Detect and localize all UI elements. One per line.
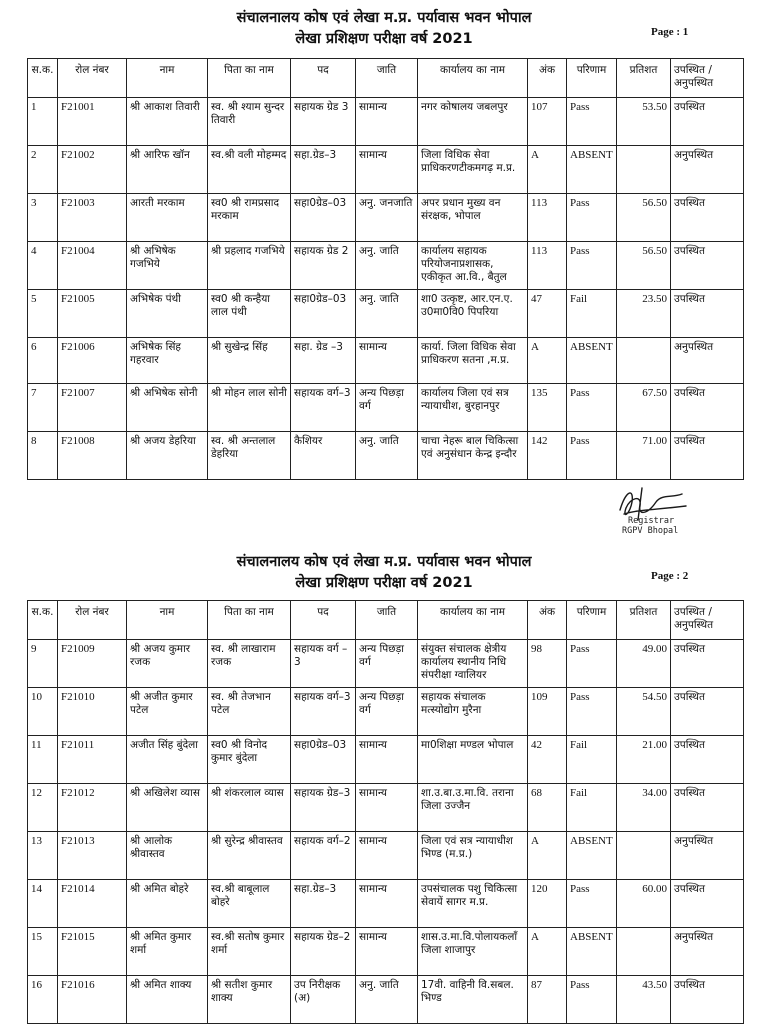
cell-roll: F21012 [58,784,127,832]
cell-marks: 113 [528,242,567,290]
header-office: कार्यालय का नाम [418,59,528,98]
header-roll: रोल नंबर [58,601,127,640]
cell-result: Fail [567,784,617,832]
cell-caste: अनु. जाति [356,976,418,1024]
cell-sno: 2 [28,146,58,194]
cell-marks: 68 [528,784,567,832]
cell-result: Pass [567,688,617,736]
cell-percent: 71.00 [617,432,671,480]
cell-percent [617,338,671,384]
cell-marks: A [528,832,567,880]
table-row [28,928,744,976]
cell-post: सहायक ग्रेड–2 [291,928,356,976]
cell-percent: 53.50 [617,98,671,146]
cell-percent: 23.50 [617,290,671,338]
table-header-row [28,59,744,98]
cell-percent: 67.50 [617,384,671,432]
cell-father: श्री सतीश कुमार शाक्य [208,976,291,1024]
header-name: नाम [127,59,208,98]
cell-office: जिला एवं सत्र न्यायाधीश भिण्ड (म.प्र.) [418,832,528,880]
page1-title: संचालनालय कोष एवं लेखा म.प्र. पर्यावास भवन भोपाल [236,10,532,26]
cell-roll: F21013 [58,832,127,880]
table-row [28,338,744,384]
cell-marks: 109 [528,688,567,736]
cell-post: उप निरीक्षक (अ) [291,976,356,1024]
header-caste: जाति [356,601,418,640]
cell-caste: सामान्य [356,736,418,784]
cell-attendance: उपस्थित [671,242,744,290]
header-marks: अंक [528,59,567,98]
cell-sno: 6 [28,338,58,384]
cell-post: सहा0ग्रेड–03 [291,736,356,784]
cell-name: श्री अखिलेश व्यास [127,784,208,832]
cell-office: संयुक्त संचालक क्षेत्रीय कार्यालय स्थानीय निधि संपरीक्षा ग्वालियर [418,640,528,688]
page2-subtitle: लेखा प्रशिक्षण परीक्षा वर्ष 2021 [295,575,473,591]
cell-result: Pass [567,98,617,146]
cell-attendance: उपस्थित [671,976,744,1024]
cell-office: 17वी. वाहिनी वि.सबल. भिण्ड [418,976,528,1024]
cell-office: सहायक संचालक मत्स्योद्योग मुरैना [418,688,528,736]
cell-marks: 142 [528,432,567,480]
cell-result: Pass [567,242,617,290]
header-roll: रोल नंबर [58,59,127,98]
cell-marks: 107 [528,98,567,146]
cell-result: Pass [567,640,617,688]
cell-office: कार्या. जिला विधिक सेवा प्राधिकरण सतना ,म.प्र. [418,338,528,384]
cell-roll: F21011 [58,736,127,784]
cell-roll: F21004 [58,242,127,290]
cell-father: स्व.श्री सतोष कुमार शर्मा [208,928,291,976]
cell-caste: सामान्य [356,880,418,928]
header-percent: प्रतिशत [617,601,671,640]
cell-percent: 54.50 [617,688,671,736]
cell-caste: सामान्य [356,338,418,384]
cell-percent: 56.50 [617,194,671,242]
cell-father: स्व. श्री तेजभान पटेल [208,688,291,736]
cell-name: श्री आकाश तिवारी [127,98,208,146]
cell-post: सहा0ग्रेड–03 [291,290,356,338]
cell-attendance: उपस्थित [671,290,744,338]
cell-post: सहा. ग्रेड –3 [291,338,356,384]
cell-name: श्री अजय कुमार रजक [127,640,208,688]
table-row [28,432,744,480]
cell-roll: F21007 [58,384,127,432]
cell-sno: 4 [28,242,58,290]
header-attendance: उपस्थित /अनुपस्थित [671,59,744,98]
cell-roll: F21005 [58,290,127,338]
header-post: पद [291,601,356,640]
cell-marks: 47 [528,290,567,338]
cell-percent [617,146,671,194]
cell-father: स्व. श्री लाखाराम रजक [208,640,291,688]
cell-roll: F21014 [58,880,127,928]
cell-attendance: अनुपस्थित [671,832,744,880]
cell-name: श्री अजय डेहरिया [127,432,208,480]
cell-sno: 11 [28,736,58,784]
cell-percent [617,832,671,880]
cell-roll: F21010 [58,688,127,736]
cell-office: शा0 उत्कृष्ट, आर.एन.ए. उ0मा0वि0 पिपरिया [418,290,528,338]
cell-attendance: उपस्थित [671,432,744,480]
cell-caste: सामान्य [356,146,418,194]
cell-sno: 7 [28,384,58,432]
cell-percent: 34.00 [617,784,671,832]
cell-roll: F21003 [58,194,127,242]
header-sno: स.क. [28,601,58,640]
page2-table-body [28,640,744,1024]
cell-result: Fail [567,290,617,338]
page1-number: Page : 1 [651,26,689,38]
cell-attendance: उपस्थित [671,98,744,146]
table-row [28,784,744,832]
page1-table-body [28,98,744,480]
cell-result: ABSENT [567,338,617,384]
cell-post: सहायक ग्रेड 2 [291,242,356,290]
table-header-row [28,601,744,640]
cell-post: सहा.ग्रेड–3 [291,880,356,928]
cell-result: ABSENT [567,928,617,976]
page1-subtitle: लेखा प्रशिक्षण परीक्षा वर्ष 2021 [295,31,473,47]
cell-father: श्री शंकरलाल व्यास [208,784,291,832]
cell-name: श्री अजीत कुमार पटेल [127,688,208,736]
cell-attendance: उपस्थित [671,194,744,242]
table-row [28,688,744,736]
header-post: पद [291,59,356,98]
cell-office: अपर प्रधान मुख्य वन संरक्षक, भोपाल [418,194,528,242]
cell-father: स्व0 श्री कन्हैया लाल पंथी [208,290,291,338]
table-row [28,146,744,194]
table-row [28,290,744,338]
signature-designation: Registrar [628,516,675,526]
cell-caste: अन्य पिछड़ा वर्ग [356,384,418,432]
cell-marks: 113 [528,194,567,242]
cell-sno: 10 [28,688,58,736]
cell-percent: 43.50 [617,976,671,1024]
cell-percent: 49.00 [617,640,671,688]
cell-marks: 120 [528,880,567,928]
page2-title: संचालनालय कोष एवं लेखा म.प्र. पर्यावास भवन भोपाल [236,554,532,570]
cell-marks: 135 [528,384,567,432]
cell-result: Fail [567,736,617,784]
cell-post: सहायक वर्ग–3 [291,688,356,736]
cell-office: नगर कोषालय जबलपुर [418,98,528,146]
cell-caste: सामान्य [356,784,418,832]
cell-roll: F21009 [58,640,127,688]
table-row [28,832,744,880]
cell-caste: सामान्य [356,928,418,976]
cell-attendance: उपस्थित [671,784,744,832]
cell-result: ABSENT [567,146,617,194]
cell-sno: 15 [28,928,58,976]
cell-post: कैशियर [291,432,356,480]
cell-name: श्री आलोक श्रीवास्तव [127,832,208,880]
cell-name: अजीत सिंह बुंदेला [127,736,208,784]
cell-post: सहायक ग्रेड–3 [291,784,356,832]
page1-results-table [27,58,744,480]
header-caste: जाति [356,59,418,98]
cell-office: उपसंचालक पशु चिकित्सा सेवायें सागर म.प्र. [418,880,528,928]
cell-marks: 87 [528,976,567,1024]
cell-name: श्री आरिफ खॉन [127,146,208,194]
cell-marks: 42 [528,736,567,784]
cell-caste: अन्य पिछड़ा वर्ग [356,688,418,736]
cell-caste: सामान्य [356,832,418,880]
page2-number: Page : 2 [651,570,689,582]
header-father: पिता का नाम [208,59,291,98]
cell-sno: 9 [28,640,58,688]
cell-caste: अनु. जनजाति [356,194,418,242]
cell-sno: 5 [28,290,58,338]
cell-attendance: उपस्थित [671,384,744,432]
cell-office: शास.उ.मा.वि.पोलायकलाँ जिला शाजापुर [418,928,528,976]
cell-marks: 98 [528,640,567,688]
cell-attendance: उपस्थित [671,736,744,784]
header-result: परिणाम [567,59,617,98]
cell-result: Pass [567,384,617,432]
table-row [28,880,744,928]
cell-father: स्व.श्री वली मोहम्मद [208,146,291,194]
cell-marks: A [528,928,567,976]
cell-post: सहायक वर्ग–2 [291,832,356,880]
cell-father: श्री मोहन लाल सोनी [208,384,291,432]
header-name: नाम [127,601,208,640]
table-row [28,384,744,432]
header-sno: स.क. [28,59,58,98]
cell-name: अभिषेक पंथी [127,290,208,338]
table-row [28,976,744,1024]
cell-sno: 14 [28,880,58,928]
cell-sno: 12 [28,784,58,832]
header-office: कार्यालय का नाम [418,601,528,640]
cell-attendance: उपस्थित [671,640,744,688]
table-row [28,194,744,242]
header-result: परिणाम [567,601,617,640]
cell-roll: F21002 [58,146,127,194]
cell-roll: F21008 [58,432,127,480]
cell-post: सहा0ग्रेड–03 [291,194,356,242]
header-marks: अंक [528,601,567,640]
signature-institution: RGPV Bhopal [622,526,679,536]
cell-roll: F21016 [58,976,127,1024]
cell-caste: सामान्य [356,98,418,146]
cell-caste: अनु. जाति [356,290,418,338]
cell-marks: A [528,146,567,194]
cell-caste: अनु. जाति [356,242,418,290]
cell-father: श्री सुखेन्द्र सिंह [208,338,291,384]
table-row [28,242,744,290]
cell-post: सहायक वर्ग –3 [291,640,356,688]
cell-roll: F21006 [58,338,127,384]
header-percent: प्रतिशत [617,59,671,98]
cell-name: श्री अभिषेक सोनी [127,384,208,432]
cell-caste: अनु. जाति [356,432,418,480]
cell-attendance: अनुपस्थित [671,338,744,384]
cell-father: श्री प्रहलाद गजभिये [208,242,291,290]
cell-percent: 60.00 [617,880,671,928]
cell-father: स्व0 श्री विनोद कुमार बुंदेला [208,736,291,784]
cell-office: जिला विधिक सेवा प्राधिकरणटीकमगढ़ म.प्र. [418,146,528,194]
cell-result: ABSENT [567,832,617,880]
cell-father: स्व. श्री श्याम सुन्दर तिवारी [208,98,291,146]
cell-post: सहायक ग्रेड 3 [291,98,356,146]
cell-caste: अन्य पिछड़ा वर्ग [356,640,418,688]
cell-attendance: उपस्थित [671,880,744,928]
cell-result: Pass [567,880,617,928]
cell-post: सहायक वर्ग–3 [291,384,356,432]
cell-name: श्री अमित कुमार शर्मा [127,928,208,976]
cell-post: सहा.ग्रेड–3 [291,146,356,194]
cell-sno: 1 [28,98,58,146]
cell-sno: 13 [28,832,58,880]
cell-marks: A [528,338,567,384]
cell-attendance: अनुपस्थित [671,146,744,194]
table-row [28,736,744,784]
cell-name: श्री अभिषेक गजभिये [127,242,208,290]
cell-father: स्व.श्री बाबूलाल बोहरे [208,880,291,928]
cell-attendance: अनुपस्थित [671,928,744,976]
cell-father: स्व. श्री अन्तलाल डेहरिया [208,432,291,480]
cell-sno: 8 [28,432,58,480]
cell-name: अभिषेक सिंह गहरवार [127,338,208,384]
header-attendance: उपस्थित /अनुपस्थित [671,601,744,640]
cell-roll: F21015 [58,928,127,976]
cell-name: श्री अमित बोहरे [127,880,208,928]
cell-name: श्री अमित शाक्य [127,976,208,1024]
cell-sno: 3 [28,194,58,242]
cell-name: आरती मरकाम [127,194,208,242]
cell-office: कार्यालय सहायक परियोजनाप्रशासक, एकीकृत आ.वि., बैतुल [418,242,528,290]
cell-roll: F21001 [58,98,127,146]
cell-result: Pass [567,194,617,242]
cell-father: स्व0 श्री रामप्रसाद मरकाम [208,194,291,242]
cell-result: Pass [567,432,617,480]
table-row [28,98,744,146]
cell-office: चाचा नेहरू बाल चिकित्सा एवं अनुसंधान केन्द्र इन्दौर [418,432,528,480]
cell-percent: 21.00 [617,736,671,784]
cell-percent [617,928,671,976]
cell-percent: 56.50 [617,242,671,290]
cell-sno: 16 [28,976,58,1024]
table-row [28,640,744,688]
cell-office: मा0शिक्षा मण्डल भोपाल [418,736,528,784]
cell-office: शा.उ.बा.उ.मा.वि. तराना जिला उज्जैन [418,784,528,832]
cell-office: कार्यालय जिला एवं सत्र न्यायाधीश, बुरहानपुर [418,384,528,432]
cell-father: श्री सुरेन्द्र श्रीवास्तव [208,832,291,880]
cell-attendance: उपस्थित [671,688,744,736]
cell-result: Pass [567,976,617,1024]
header-father: पिता का नाम [208,601,291,640]
page2-results-table [27,600,744,1024]
